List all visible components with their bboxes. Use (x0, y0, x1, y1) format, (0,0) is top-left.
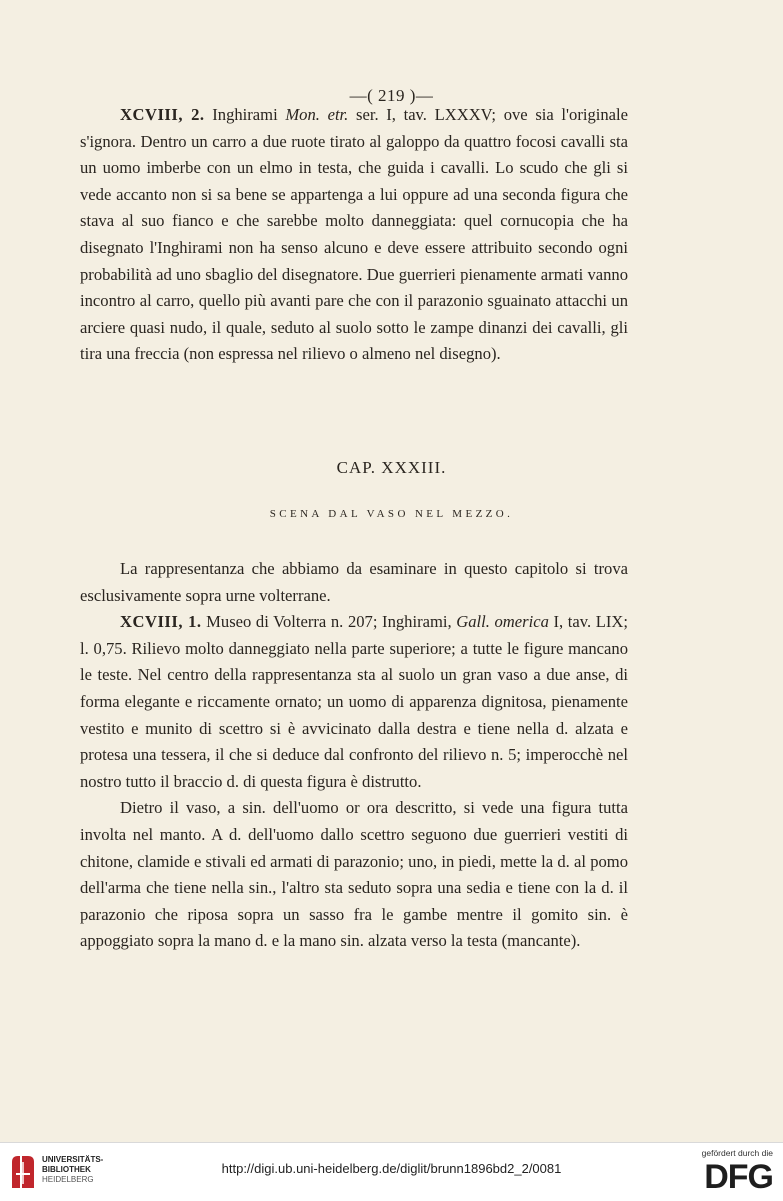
chapter-title: CAP. XXXIII. (336, 458, 447, 477)
paragraph: XCVIII, 1. Museo di Volterra n. 207; Inghirami, Gall. omerica I, tav. LIX; l. 0,75. Rilievo molto danneggiato nella parte superiore; a tutte le figure mancano le teste. Nel centro della rappresentanza sta al suolo un gran vaso a due anse, di forma elegante e riccamente ornato; un uomo di apparenza dignitosa, pienamente vestito e munito di scettro si è avvicinato dalla destra e tiene nella d. alzata e protesa una tessera, il che si deduce dal confronto del rilievo n. 5; imperocchè nel nostro tutto il braccio d. di questa figura è distrutto. (80, 612, 628, 791)
dfg-logo: DFG (704, 1158, 773, 1196)
footer-bar (0, 1142, 783, 1201)
section-2 (80, 556, 628, 955)
funding-note: gefördert durch die (701, 1148, 773, 1158)
paragraph-intro: La rappresentanza che abbiamo da esaminare in questo capitolo si trova esclusivamente sopra urne volterrane. (80, 559, 628, 605)
paragraph: Dietro il vaso, a sin. dell'uomo or ora descritto, si vede una figura tutta involta nel manto. A d. dell'uomo dallo scettro seguono due guerrieri vestiti di chitone, clamide e stivali ed armati di parazonio; uno, in piedi, mette la d. al pomo dell'arma che tiene nella sin., l'altro sta seduto sopra una sedia e tiene con la d. il parazonio che riposa sopra un sasso fra le gambe mentre il gomito sin. è appoggiato sopra la mano d. e la mano sin. alzata verso la testa (mancante). (80, 798, 628, 951)
page-number: —( 219 )— (349, 86, 434, 105)
library-name: UNIVERSITÄTS- BIBLIOTHEK HEIDELBERG (42, 1155, 104, 1184)
chapter-subtitle: SCENA DAL VASO NEL MEZZO. (269, 508, 514, 520)
paragraph: XCVIII, 2. Inghirami Mon. etr. ser. I, tav. LXXXV; ove sia l'originale s'ignora. Dentro un carro a due ruote tirato al galoppo da quattro focosi cavalli sta un uomo imberbe con un elmo in testa, che guida i cavalli. Lo scudo che gli si vede accanto non si sa bene se appartenga a lui oppure ad una seconda figura che stava al suo fianco e che sarebbe molto danneggiata: quel cornucopia che ha disegnato l'Inghirami non ha senso alcuno e deve essere attribuito secondo ogni probabilità ad uno sbaglio del disegnatore. Due guerrieri pienamente armati vanno incontro al carro, quello più avanti pare che con il parazonio sguainato attacchi un arciere quasi nudo, il quale, seduto al suolo sotto le zampe dinanzi dei cavalli, gli tira una freccia (non espressa nel rilievo o almeno nel disegno). (80, 105, 628, 364)
permalink-url[interactable]: http://digi.ub.uni-heidelberg.de/diglit/brunn1896bd2_2/0081 (221, 1161, 562, 1176)
section-1 (80, 102, 628, 368)
entry-number: XCVIII, 1. (120, 612, 202, 632)
entry-number: XCVIII, 2. (120, 105, 205, 124)
